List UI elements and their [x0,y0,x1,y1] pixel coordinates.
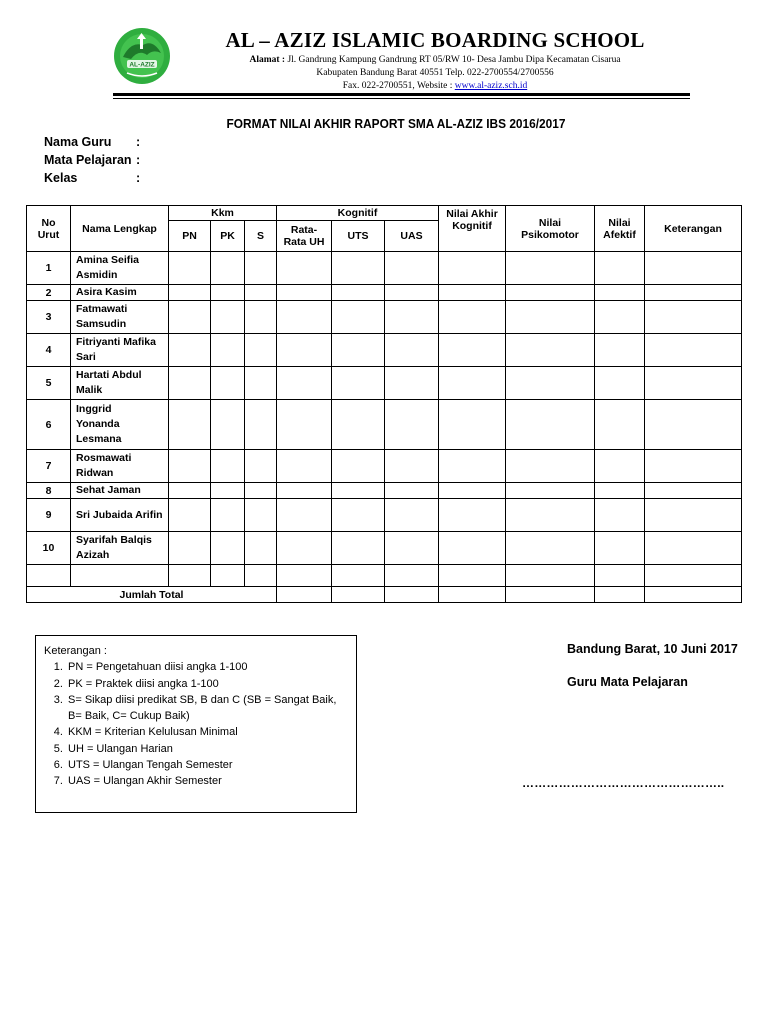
cell-keterangan[interactable] [645,301,742,334]
cell-total-psikomotor[interactable] [506,587,595,603]
cell-pk[interactable] [211,499,245,532]
cell-uas[interactable] [385,301,439,334]
cell-afektif[interactable] [595,334,645,367]
field-separator: : [136,171,141,185]
cell-pk[interactable] [211,450,245,483]
cell-uts[interactable] [332,334,385,367]
cell-afektif[interactable] [595,532,645,565]
cell-nilai-akhir[interactable] [439,334,506,367]
notes-list [44,659,348,789]
cell-pk[interactable] [211,483,245,499]
cell-pn[interactable] [169,367,211,400]
cell-keterangan[interactable] [645,532,742,565]
cell-uts[interactable] [332,499,385,532]
grades-table [26,205,742,603]
cell-afektif[interactable] [595,285,645,301]
cell-uas[interactable] [385,499,439,532]
cell-name: Amina Seifia Asmidin [71,252,169,285]
cell-nilai-akhir[interactable] [439,252,506,285]
cell-pk[interactable] [211,532,245,565]
cell-pk[interactable] [211,285,245,301]
cell-afektif[interactable] [595,301,645,334]
cell-s[interactable] [245,499,277,532]
cell-rata-uh[interactable] [277,252,332,285]
cell-name: Syarifah Balqis Azizah [71,532,169,565]
fax-text: Fax. 022-2700551, Website : [342,81,455,91]
cell-no: 6 [27,400,71,450]
signature-place-date: Bandung Barat, 10 Juni 2017 [567,642,738,656]
cell-afektif[interactable] [595,483,645,499]
cell-pn[interactable] [169,450,211,483]
cell-pk[interactable] [211,334,245,367]
cell-name: Rosmawati Ridwan [71,450,169,483]
fax-website-line [190,80,680,93]
table-row [27,252,742,285]
cell-nilai-akhir[interactable] [439,400,506,450]
cell-pn[interactable] [169,400,211,450]
cell-nilai-akhir[interactable] [439,532,506,565]
cell-no: 2 [27,285,71,301]
field-separator: : [136,153,141,167]
header-keterangan: Keterangan [645,206,742,252]
cell-pn[interactable] [169,532,211,565]
cell-s[interactable] [245,334,277,367]
cell-uas[interactable] [385,532,439,565]
cell-keterangan[interactable] [645,499,742,532]
header-kognitif: Kognitif [277,206,439,221]
cell-rata-uh[interactable] [277,400,332,450]
header-kkm: Kkm [169,206,277,221]
cell-uas[interactable] [385,334,439,367]
cell-afektif[interactable] [595,367,645,400]
cell-psikomotor[interactable] [506,252,595,285]
cell-rata-uh[interactable] [277,367,332,400]
cell-rata-uh[interactable] [277,334,332,367]
cell-no: 10 [27,532,71,565]
table-row-empty [27,565,742,587]
table-row [27,450,742,483]
field-separator: : [136,135,141,149]
notes-heading: Keterangan : [44,645,107,657]
cell-pn[interactable] [169,334,211,367]
cell-psikomotor[interactable] [506,483,595,499]
field-label: Kelas [44,171,78,185]
cell-name: Sehat Jaman [71,483,169,499]
cell-keterangan[interactable] [645,565,742,587]
cell-rata-uh[interactable] [277,565,332,587]
cell-name [71,400,169,450]
cell-keterangan[interactable] [645,367,742,400]
document-title: FORMAT NILAI AKHIR RAPORT SMA AL-AZIZ IBS 2016/2017 [226,117,566,131]
cell-nilai-akhir[interactable] [439,450,506,483]
address-line-2: Kabupaten Bandung Barat 40551 Telp. 022-2700554/2700556 [316,68,554,78]
cell-psikomotor[interactable] [506,367,595,400]
cell-rata-uh[interactable] [277,483,332,499]
table-body [27,252,742,603]
cell-s[interactable] [245,532,277,565]
cell-pn[interactable] [169,499,211,532]
cell-afektif[interactable] [595,499,645,532]
cell-uas[interactable] [385,400,439,450]
header-s: S [245,221,277,252]
cell-s[interactable] [245,285,277,301]
note-item: 4. KKM = Kriterian Kelulusan Minimal [66,724,348,740]
cell-rata-uh[interactable] [277,301,332,334]
header-nama-lengkap: Nama Lengkap [71,206,169,252]
cell-psikomotor[interactable] [506,450,595,483]
cell-nilai-akhir[interactable] [439,565,506,587]
cell-no: 3 [27,301,71,334]
cell-keterangan[interactable] [645,483,742,499]
cell-pk[interactable] [211,252,245,285]
cell-pk[interactable] [211,400,245,450]
table-row [27,532,742,565]
website-link[interactable]: www.al-aziz.sch.id [454,81,528,91]
cell-uts[interactable] [332,400,385,450]
signature-line: ………………………………………….. [522,776,725,790]
signature-role: Guru Mata Pelajaran [567,675,688,689]
cell-total-uts[interactable] [332,587,385,603]
cell-uas[interactable] [385,450,439,483]
cell-nilai-akhir[interactable] [439,483,506,499]
cell-uts[interactable] [332,532,385,565]
cell-afektif[interactable] [595,400,645,450]
cell-uas[interactable] [385,367,439,400]
cell-afektif[interactable] [595,252,645,285]
header-pn: PN [169,221,211,252]
header-nilai-akhir: Nilai Akhir Kognitif [439,206,506,252]
table-row [27,367,742,400]
cell-keterangan[interactable] [645,285,742,301]
header-rata-uh: Rata-Rata UH [277,221,332,252]
field-mata-pelajaran [44,153,140,167]
note-item: 7. UAS = Ulangan Akhir Semester [66,773,348,789]
cell-nilai-akhir[interactable] [439,285,506,301]
cell-pn[interactable] [169,301,211,334]
address-text: Jl. Gandrung Kampung Gandrung RT 05/RW 10- Desa Jambu Dipa Kecamatan Cisarua [287,55,621,65]
table-row-total [27,587,742,603]
cell-total-afektif[interactable] [595,587,645,603]
cell-pn[interactable] [169,285,211,301]
cell-s[interactable] [245,252,277,285]
cell-uts[interactable] [332,367,385,400]
note-item: 3. S= Sikap diisi predikat SB, B dan C (SB = Sangat Baik, B= Baik, C= Cukup Baik) [66,692,348,725]
cell-total-rata-uh[interactable] [277,587,332,603]
note-item: 5. UH = Ulangan Harian [66,741,348,757]
header-uas: UAS [385,221,439,252]
cell-rata-uh[interactable] [277,450,332,483]
cell-uas[interactable] [385,285,439,301]
cell-uts[interactable] [332,285,385,301]
cell-name: Hartati Abdul Malik [71,367,169,400]
cell-total-uas[interactable] [385,587,439,603]
cell-pk[interactable] [211,565,245,587]
header-afektif: Nilai Afektif [595,206,645,252]
table-row [27,334,742,367]
cell-uts[interactable] [332,450,385,483]
cell-afektif[interactable] [595,565,645,587]
cell-pn[interactable] [169,252,211,285]
field-label: Mata Pelajaran [44,153,132,167]
cell-no: 1 [27,252,71,285]
cell-no: 9 [27,499,71,532]
total-label: Jumlah Total [27,587,277,603]
note-item: 6. UTS = Ulangan Tengah Semester [66,757,348,773]
cell-s[interactable] [245,483,277,499]
cell-name: Fitriyanti Mafika Sari [71,334,169,367]
cell-psikomotor[interactable] [506,565,595,587]
cell-s[interactable] [245,450,277,483]
cell-psikomotor[interactable] [506,499,595,532]
cell-pk[interactable] [211,367,245,400]
address-line-1 [190,54,680,67]
table-row [27,400,742,450]
note-item: 1. PN = Pengetahuan diisi angka 1-100 [66,659,348,675]
cell-uas[interactable] [385,565,439,587]
cell-psikomotor[interactable] [506,532,595,565]
cell-psikomotor[interactable] [506,400,595,450]
cell-uts[interactable] [332,301,385,334]
cell-pn[interactable] [169,483,211,499]
cell-no: 5 [27,367,71,400]
cell-name: Fatmawati Samsudin [71,301,169,334]
cell-uas[interactable] [385,483,439,499]
cell-psikomotor[interactable] [506,285,595,301]
cell-nilai-akhir[interactable] [439,301,506,334]
cell-keterangan[interactable] [645,334,742,367]
cell-pk[interactable] [211,301,245,334]
header-rule-thick [113,93,690,96]
school-name: AL – AZIZ ISLAMIC BOARDING SCHOOL [225,28,645,52]
cell-no: 8 [27,483,71,499]
notes-box [35,635,357,813]
cell-name: Asira Kasim [71,285,169,301]
cell-uts[interactable] [332,483,385,499]
cell-s[interactable] [245,565,277,587]
table-row [27,285,742,301]
header-pk: PK [211,221,245,252]
cell-no: 4 [27,334,71,367]
cell-nilai-akhir[interactable] [439,499,506,532]
cell-s[interactable] [245,367,277,400]
cell-keterangan[interactable] [645,252,742,285]
table-row [27,483,742,499]
field-nama-guru [44,135,140,149]
cell-nilai-akhir[interactable] [439,367,506,400]
address-label: Alamat : [249,55,286,65]
cell-pn[interactable] [169,565,211,587]
cell-s[interactable] [245,400,277,450]
header-psikomotor: Nilai Psikomotor [506,206,595,252]
logo-text: AL-AZIZ [129,61,155,69]
cell-psikomotor[interactable] [506,334,595,367]
cell-afektif[interactable] [595,450,645,483]
school-logo [113,27,171,85]
cell-psikomotor[interactable] [506,301,595,334]
cell-uas[interactable] [385,252,439,285]
cell-total-keterangan[interactable] [645,587,742,603]
table-row [27,301,742,334]
cell-no[interactable] [27,565,71,587]
cell-rata-uh[interactable] [277,285,332,301]
cell-total-nilai-akhir[interactable] [439,587,506,603]
cell-rata-uh[interactable] [277,499,332,532]
header-uts: UTS [332,221,385,252]
cell-name-text: Inggrid Yonanda Lesmana [76,403,122,445]
field-kelas [44,171,140,185]
cell-keterangan[interactable] [645,450,742,483]
cell-name: Sri Jubaida Arifin [71,499,169,532]
field-label: Nama Guru [44,135,112,149]
cell-uts[interactable] [332,565,385,587]
header-no-urut: No Urut [27,206,71,252]
cell-rata-uh[interactable] [277,532,332,565]
cell-uts[interactable] [332,252,385,285]
table-row [27,499,742,532]
cell-s[interactable] [245,301,277,334]
header-rule-thin [113,98,690,99]
note-item: 2. PK = Praktek diisi angka 1-100 [66,676,348,692]
cell-name[interactable] [71,565,169,587]
cell-keterangan[interactable] [645,400,742,450]
cell-no: 7 [27,450,71,483]
